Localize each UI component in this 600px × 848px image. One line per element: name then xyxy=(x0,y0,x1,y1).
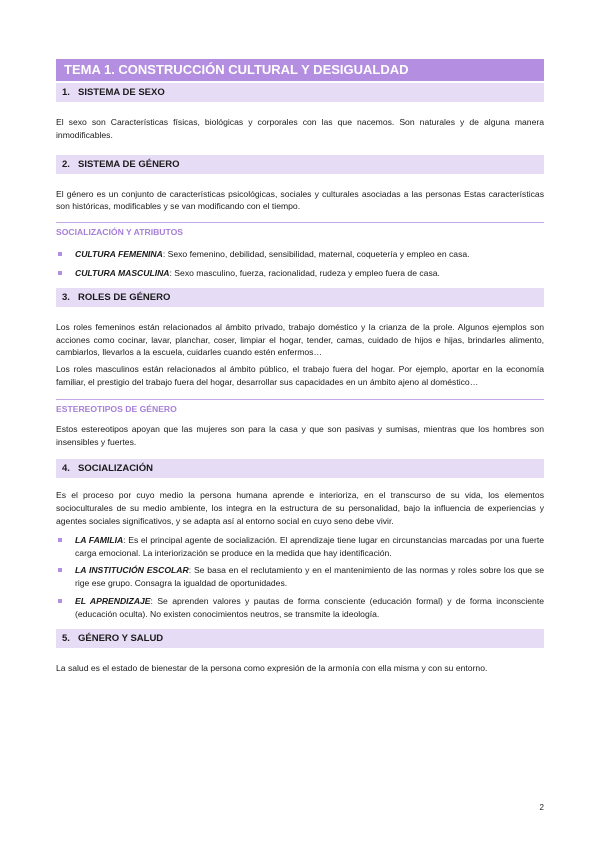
section-title: SOCIALIZACIÓN xyxy=(78,463,153,475)
paragraph: Los roles masculinos están relacionados al ámbito público, el trabajo fuera del hogar. Por ejemplo, aportar en la economía familiar, el prestigio del trabajo fuera del hogar, desarrollar sus capacidades en un ámbito ajeno al doméstico… xyxy=(56,364,544,387)
list-item xyxy=(56,564,544,590)
section-number: 1. xyxy=(62,87,70,98)
term: LA FAMILIA xyxy=(75,534,124,545)
paragraph: La salud es el estado de bienestar de la persona como expresión de la armonía con ella misma y con su entorno. xyxy=(56,662,488,673)
section-heading-4 xyxy=(56,459,544,478)
section-number: 3. xyxy=(62,291,70,303)
bullet-list xyxy=(56,248,544,280)
section-title: ROLES DE GÉNERO xyxy=(78,291,171,303)
section-heading-5 xyxy=(56,629,544,648)
definition: : Se aprenden valores y pautas de forma consciente (educación formal) y de forma inconsciente (educación oculta). No existen conocimientos neutros, se transmite la ideología. xyxy=(75,595,544,619)
definition: : Sexo femenino, debilidad, sensibilidad, maternal, coquetería y empleo en casa. xyxy=(162,249,470,260)
bullet-icon xyxy=(58,538,62,542)
subheading: ESTEREOTIPOS DE GÉNERO xyxy=(56,399,544,414)
term: CULTURA FEMENINA xyxy=(75,249,163,260)
section-number: 2. xyxy=(62,158,70,170)
document-page xyxy=(56,59,544,674)
bullet-icon xyxy=(58,599,62,603)
section-title: SISTEMA DE GÉNERO xyxy=(78,158,180,170)
section-title: SISTEMA DE SEXO xyxy=(78,87,165,98)
paragraph: Es el proceso por cuyo medio la persona humana aprende e interioriza, en el transcurso de su vida, los elementos socioculturales de su medio ambiente, los integra en la estructura de su personalidad, bajo la influencia de experiencias y agentes sociales significativos, y se adapta así al entorno social en cuyo seno debe vivir. xyxy=(56,490,544,526)
list-item xyxy=(56,248,544,261)
list-item xyxy=(56,534,544,560)
definition: : Sexo masculino, fuerza, racionalidad, rudeza y empleo fuera de casa. xyxy=(169,267,440,278)
list-item xyxy=(56,267,544,280)
bullet-icon xyxy=(58,252,62,256)
section-heading-1 xyxy=(56,83,544,102)
section-number: 4. xyxy=(62,463,70,475)
subheading: SOCIALIZACIÓN Y ATRIBUTOS xyxy=(56,222,544,237)
term: EL APRENDIZAJE xyxy=(75,595,151,606)
bullet-list xyxy=(56,534,544,621)
definition: : Se basa en el reclutamiento y en el mantenimiento de las normas y roles sobre los que se rige ese grupo. Consagra la igualdad de oportunidades. xyxy=(75,565,544,589)
bullet-icon xyxy=(58,271,62,275)
paragraph: El sexo son Características físicas, biológicas y corporales con las que nacemos. Son naturales y de alguna manera inmodificables. xyxy=(56,117,544,140)
section-heading-3 xyxy=(56,288,544,307)
paragraph: Estos estereotipos apoyan que las mujeres son para la casa y que son pasivas y sumisas, mientras que los hombres son insensibles y fuertes. xyxy=(56,423,544,447)
section-heading-2 xyxy=(56,155,544,174)
definition: : Es el principal agente de socialización. El aprendizaje tiene lugar en circunstancias marcadas por una fuerte carga emocional. La interiorización se produce en la medida que hay identificación. xyxy=(75,534,544,558)
list-item xyxy=(56,595,544,621)
paragraph: Los roles femeninos están relacionados al ámbito privado, trabajo doméstico y la crianza de la prole. Algunos ejemplos son acciones como cocinar, lavar, planchar, coser, limpiar el hogar, tender, camas, cuidado de hijos e hijas, brindarles alimento, cambiarlos, llevarlos a la escuela, cuidarles cuando estén enfermos… xyxy=(56,321,544,358)
term: LA INSTITUCIÓN ESCOLAR xyxy=(75,565,189,576)
page-number: 2 xyxy=(539,803,544,812)
bullet-icon xyxy=(58,568,62,572)
section-title: GÉNERO Y SALUD xyxy=(78,632,164,644)
document-title: TEMA 1. CONSTRUCCIÓN CULTURAL Y DESIGUALDAD xyxy=(56,59,544,81)
paragraph: El género es un conjunto de características psicológicas, sociales y culturales asociadas a las personas Estas características son históricas, modificables y se van modificando con el tiempo. xyxy=(56,188,544,212)
term: CULTURA MASCULINA xyxy=(75,267,170,278)
section-number: 5. xyxy=(62,632,70,644)
